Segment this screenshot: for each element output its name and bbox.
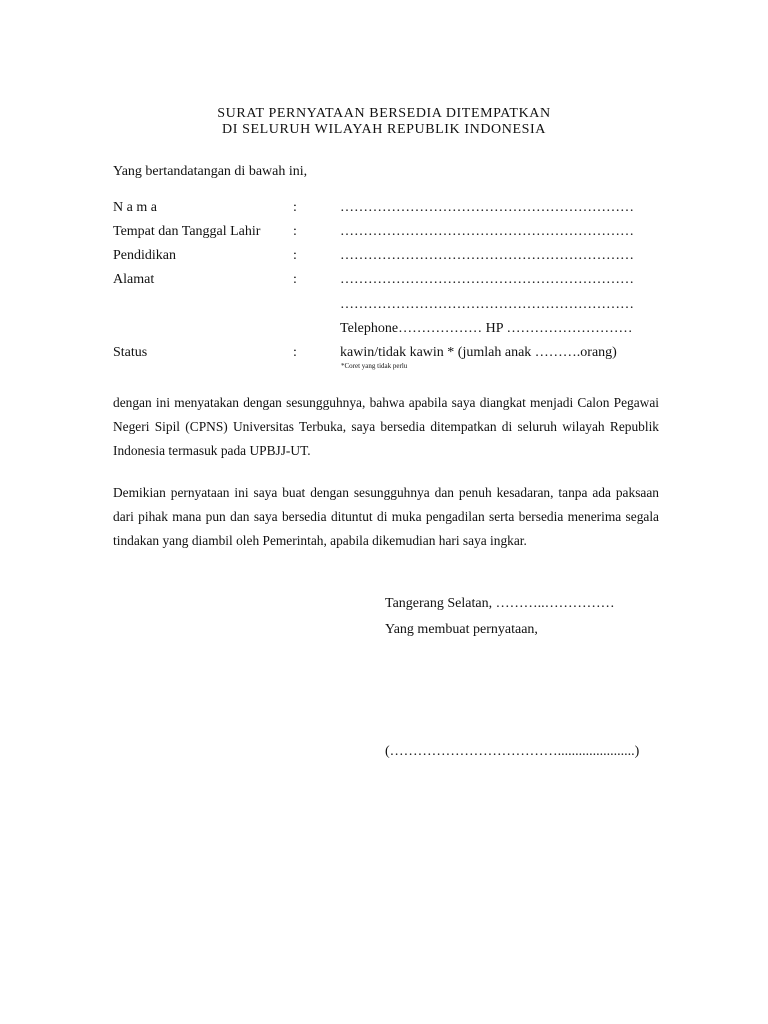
document-title-line-1: SURAT PERNYATAAN BERSEDIA DITEMPATKAN (217, 106, 551, 121)
field-label-nama: N a m a (113, 200, 157, 215)
field-row-alamat-line-2 (113, 297, 673, 317)
field-label-ttl: Tempat dan Tanggal Lahir (113, 224, 261, 239)
field-value-pendidikan: ……………………………………………………… (340, 248, 634, 263)
field-colon: : (293, 248, 297, 263)
footnote: *Coret yang tidak perlu (341, 362, 408, 370)
field-value-ttl: ……………………………………………………… (340, 224, 634, 239)
intro-text: Yang bertandatangan di bawah ini, (113, 164, 308, 179)
paragraph-statement: dengan ini menyatakan dengan sesungguhnya, bahwa apabila saya diangkat menjadi Calon Pegawai Negeri Sipil (CPNS) Universitas Terbuka, saya bersedia ditempatkan di seluruh wilayah Republik Indonesia termasuk pada UPBJJ-UT. (113, 395, 659, 459)
field-value-nama: ……………………………………………………… (340, 200, 634, 215)
signature-place-date: Tangerang Selatan, ………..…………… (385, 596, 615, 611)
field-value-status: kawin/tidak kawin * (jumlah anak ……….orang) (340, 345, 617, 360)
field-colon: : (293, 200, 297, 215)
signature-maker-label: Yang membuat pernyataan, (385, 622, 538, 637)
signature-name-line: (………………………………......................) (385, 744, 640, 759)
field-row-ttl (113, 224, 673, 244)
field-label-pendidikan: Pendidikan (113, 248, 176, 263)
field-row-telephone (113, 321, 673, 341)
field-value-alamat: ……………………………………………………… (340, 272, 634, 287)
field-row-pendidikan (113, 248, 673, 268)
field-colon: : (293, 345, 297, 360)
field-row-alamat (113, 272, 673, 292)
document-title-line-2: DI SELURUH WILAYAH REPUBLIK INDONESIA (222, 122, 546, 137)
paragraph-closing: Demikian pernyataan ini saya buat dengan sesungguhnya dan penuh kesadaran, tanpa ada paksaan dari pihak mana pun dan saya bersedia dituntut di muka pengadilan serta bersedia menerima segala tindakan yang diambil oleh Pemerintah, apabila dikemudian hari saya ingkar. (113, 485, 659, 549)
field-label-alamat: Alamat (113, 272, 155, 287)
field-value-telephone: Telephone……………… HP ……………………… (340, 321, 633, 336)
field-row-nama (113, 200, 673, 220)
field-colon: : (293, 272, 297, 287)
field-value-alamat-line-2: ……………………………………………………… (340, 297, 634, 312)
field-colon: : (293, 224, 297, 239)
field-label-status: Status (113, 345, 148, 360)
